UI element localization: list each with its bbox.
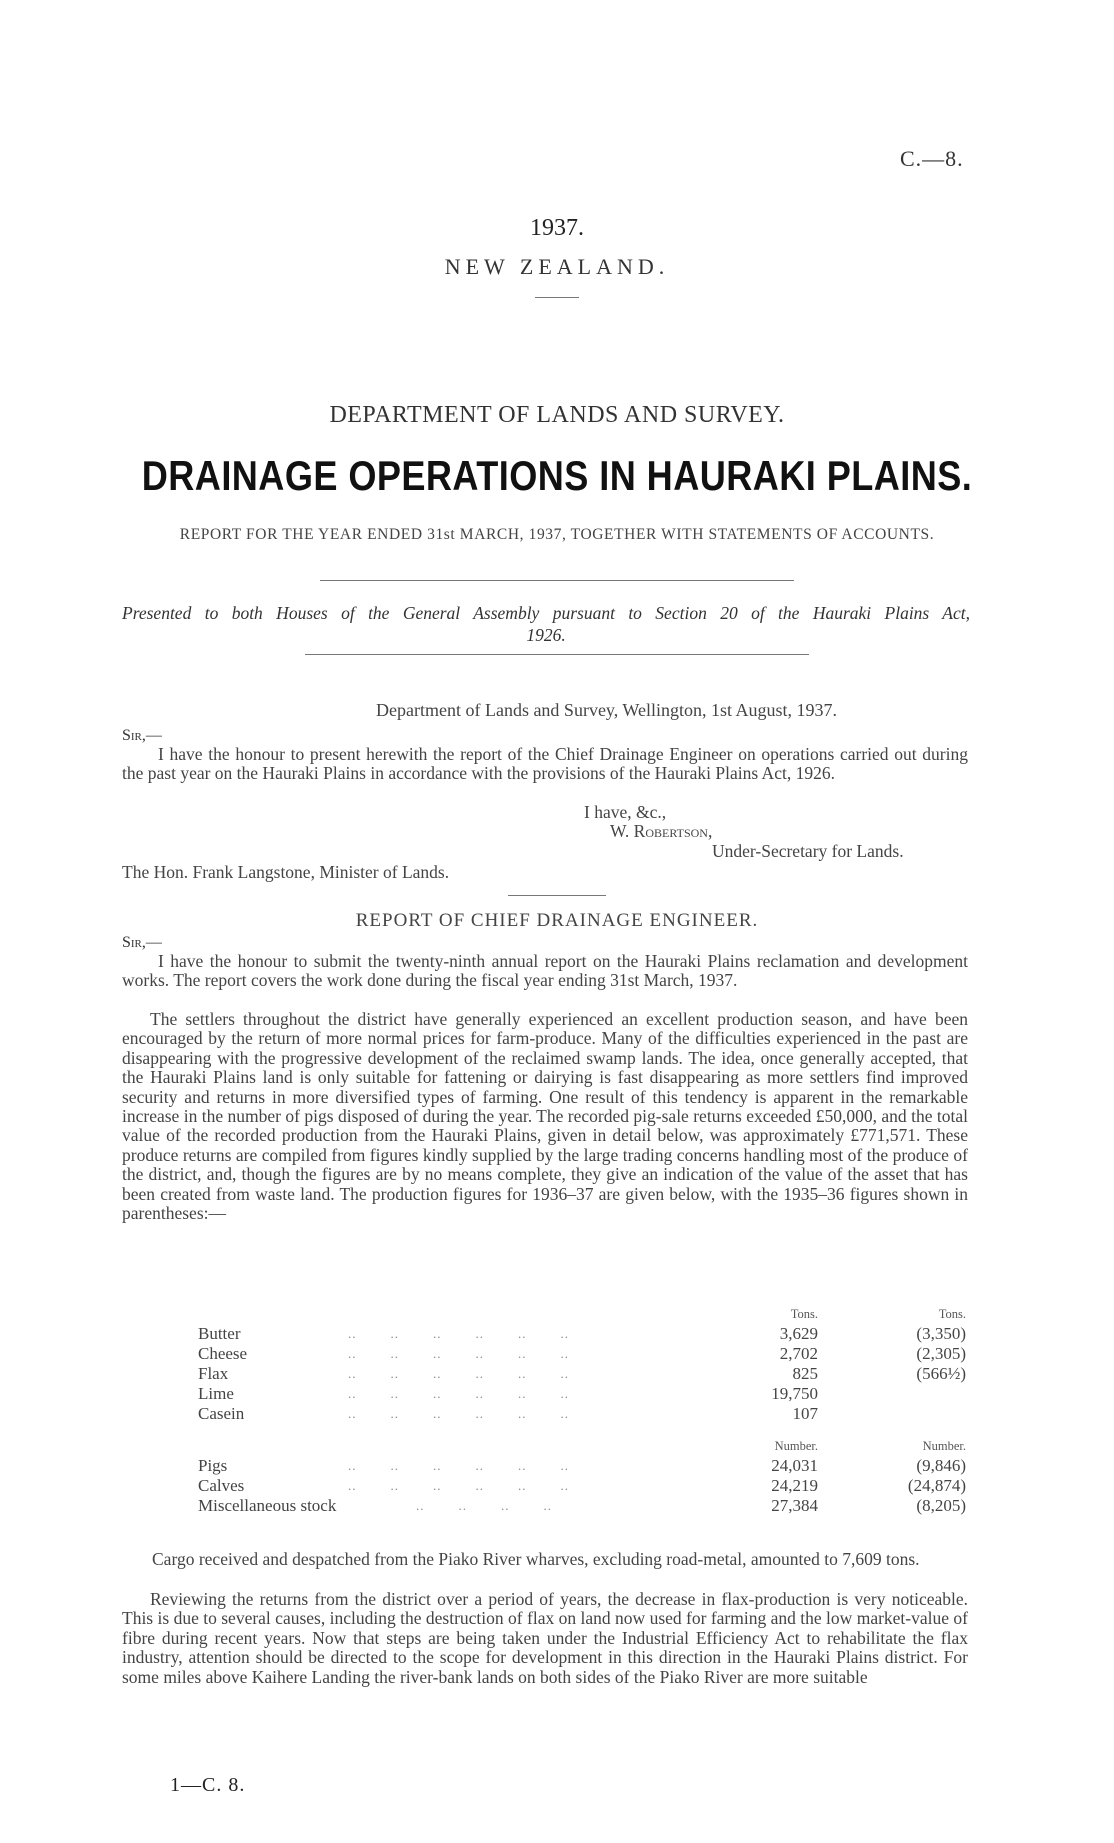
table-row: Lime .. .. .. .. .. .. 19,750 (198, 1384, 818, 1403)
page-title: DRAINAGE OPERATIONS IN HAURAKI PLAINS. (141, 452, 973, 499)
table-row: Pigs .. .. .. .. .. .. 24,031 (9,846) (198, 1456, 966, 1475)
production-table-number (198, 1436, 966, 1516)
production-table-tons (198, 1304, 966, 1424)
table-row: Flax .. .. .. .. .. .. 825 (566½) (198, 1364, 966, 1383)
document-reference: C.—8. (900, 146, 964, 171)
department-heading: DEPARTMENT OF LANDS AND SURVEY. (329, 402, 785, 428)
signatory-title: Under-Secretary for Lands. (712, 841, 904, 861)
letter-addressee: The Hon. Frank Langstone, Minister of Lands. (122, 862, 450, 882)
report-paragraph-1: I have the honour to submit the twenty-ninth annual report on the Hauraki Plains reclamation and development works. The report covers the work done during the fiscal year ending 31st March, 1937. (122, 951, 968, 991)
report-heading: REPORT OF CHIEF DRAINAGE ENGINEER. (355, 910, 759, 931)
country-heading: NEW ZEALAND. (444, 254, 670, 279)
letter-closing: I have, &c., (584, 802, 667, 822)
report-paragraph-3: Cargo received and despatched from the Piako River wharves, excluding road-metal, amounted to 7,609 tons. (152, 1549, 920, 1569)
table-row: Casein .. .. .. .. .. .. 107 (198, 1404, 818, 1423)
report-paragraph-2: The settlers throughout the district have generally experienced an excellent production season, and have been encouraged by the return of more normal prices for farm-produce. Many of the difficulties experienced in the past are disappearing with the progressive development of the reclaimed swamp lands. The idea, once generally accepted, that the Hauraki Plains land is only suitable for fattening or dairying is fast disappearing as more settlers find improved security and returns in more diversified types of farming. One result of this tendency is apparent in the remarkable increase in the number of pigs disposed of during the year. The recorded pig-sale returns exceeded £50,000, and the total value of the recorded production from the Hauraki Plains, given in detail below, was approximately £771,571. These produce returns are compiled from figures kindly supplied by the large trading concerns handling most of the produce of the district, and, though the figures are by no means complete, they give an indication of the value of the asset that has been created from waste land. The production figures for 1936–37 are given below, with the 1935–36 figures shown in parentheses:— (122, 1009, 968, 1224)
report-paragraph-4: Reviewing the returns from the district over a period of years, the decrease in flax-production is very noticeable. This is due to several causes, including the destruction of flax on land now used for farming and the low market-value of fibre during recent years. Now that steps are being taken under the Industrial Efficiency Act to rehabilitate the flax industry, attention should be directed to the scope for development in this direction in the Hauraki Plains district. For some miles above Kaihere Landing the river-bank lands on both sides of the Piako River are more suitable (122, 1589, 968, 1687)
letter-salutation: Sir,— (122, 727, 162, 744)
document-year: 1937. (530, 215, 584, 241)
table-row: Miscellaneous stock .. .. .. .. 27,384 (8,205) (198, 1496, 966, 1515)
page-footer-reference: 1—C. 8. (170, 1774, 246, 1796)
letter-signatory: W. Robertson, (610, 821, 713, 841)
table-row: Butter .. .. .. .. .. .. 3,629 (3,350) (198, 1324, 966, 1343)
table-row: Calves .. .. .. .. .. .. 24,219 (24,874) (198, 1476, 966, 1495)
divider (320, 580, 794, 581)
column-header: Number. (922, 1439, 966, 1453)
column-header: Tons. (938, 1307, 966, 1321)
presented-statement: Presented to both Houses of the General Assembly pursuant to Section 20 of the Hauraki Plains Act, 1926. (122, 603, 970, 645)
report-salutation: Sir,— (122, 934, 162, 951)
column-header: Tons. (790, 1307, 818, 1321)
short-divider (508, 895, 606, 896)
table-row: Cheese .. .. .. .. .. .. 2,702 (2,305) (198, 1344, 966, 1363)
column-header: Number. (774, 1439, 818, 1453)
short-divider (535, 297, 579, 298)
divider (305, 654, 809, 655)
report-subtitle: REPORT FOR THE YEAR ENDED 31st MARCH, 1937, TOGETHER WITH STATEMENTS OF ACCOUNTS. (179, 526, 935, 543)
letter-body: I have the honour to present herewith the report of the Chief Drainage Engineer on operations carried out during the past year on the Hauraki Plains in accordance with the provisions of the Hauraki Plains Act, 1926. (122, 744, 968, 784)
letter-address: Department of Lands and Survey, Wellington, 1st August, 1937. (376, 700, 837, 720)
